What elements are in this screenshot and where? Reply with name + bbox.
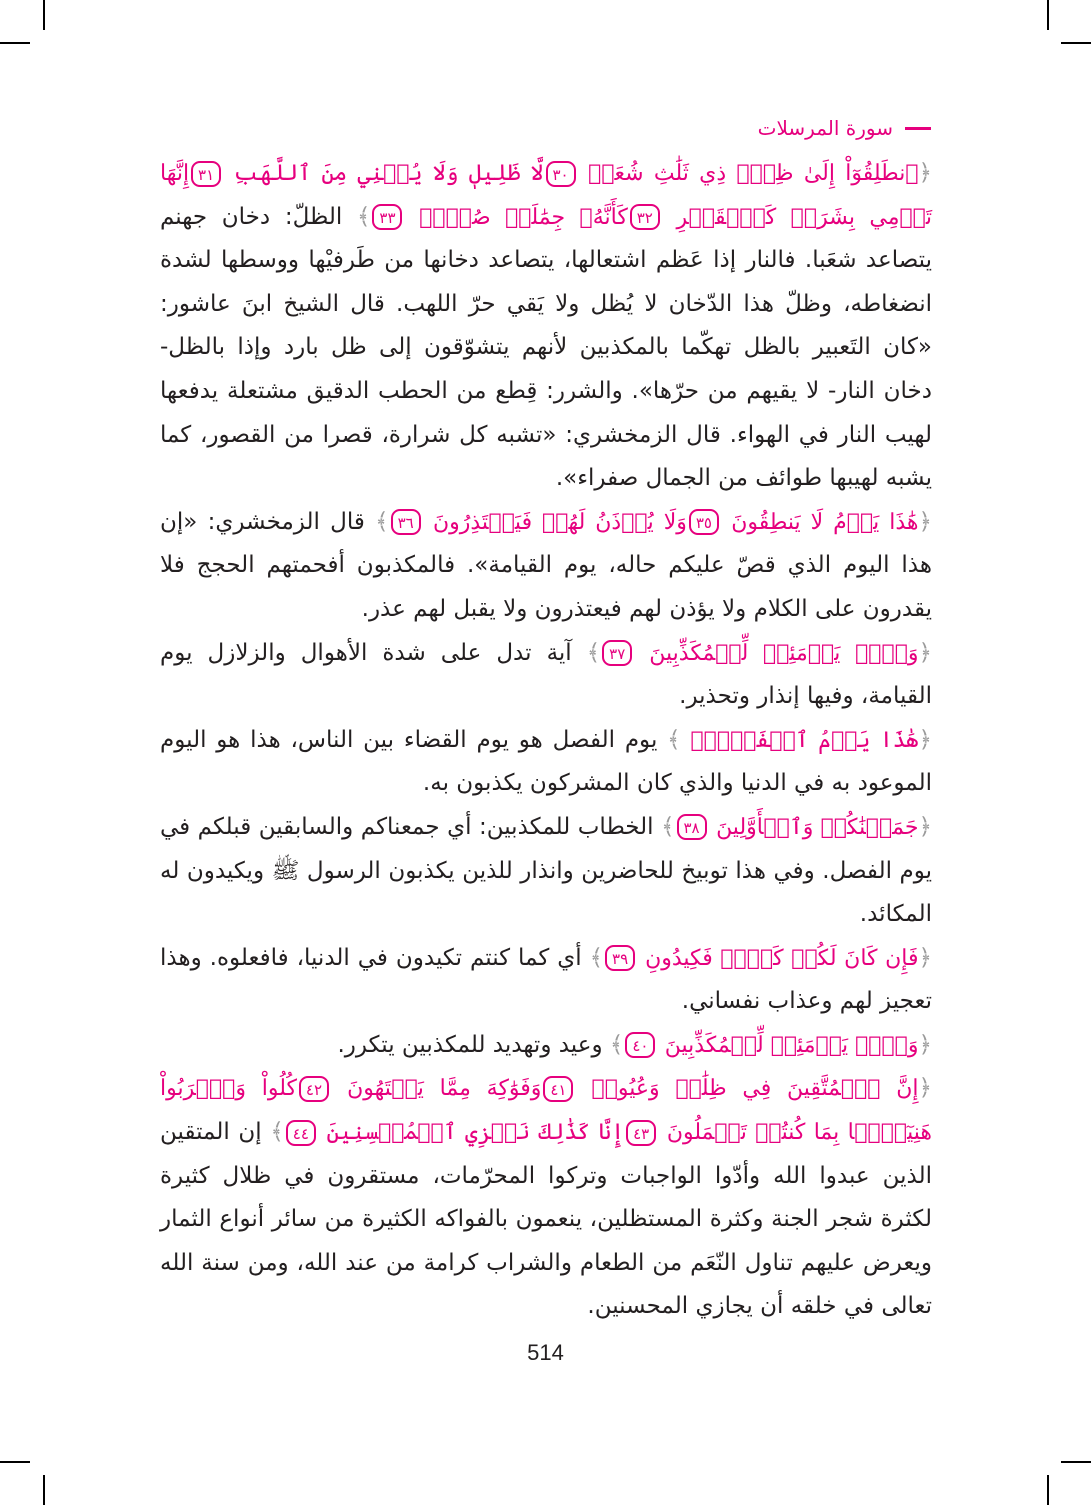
surah-title: سورة المرسلات [757,116,893,140]
quran-verse: ٱنطَلِقُوٓاْ إِلَىٰ ظِلّٖ ذِي ثَلَٰثِ شُعَبٖ [588,161,919,186]
ayah-number-marker: ٣٠ [546,161,576,187]
ornate-bracket: ﴿ [918,1075,933,1102]
ayah-number-marker: ٤٠ [625,1032,655,1058]
paragraph [160,806,932,937]
ornate-bracket: ﴾ [589,944,604,971]
quran-verse: هَٰذَا يَوۡمُ ٱلۡفَصۡلِۖ [690,727,919,753]
quran-verse: لَّا ظَلِيلٖ وَلَا يُغۡنِي مِنَ ٱللَّهَبِ [233,161,544,186]
ayah-number-marker: ٣٨ [677,814,707,840]
ornate-bracket: ﴾ [357,203,371,230]
quran-verse: وَفَوَٰكِهَ مِمَّا يَشۡتَهُونَ [347,1076,542,1102]
ayah-number-marker: ٤١ [543,1076,573,1102]
quran-verse: إِنَّهَا تَرۡمِي بِشَرَرٖ كَٱلۡقَصۡرِ [160,161,932,230]
ayah-number-marker: ٣١ [191,161,221,187]
crop-mark-bottom-right-h [1061,1461,1091,1463]
crop-mark-top-left-v [43,0,45,30]
ayah-number-marker: ٣٥ [689,509,719,535]
ayah-number-marker: ٣٧ [602,640,632,666]
header-rule [905,127,931,130]
ayah-number-marker: ٤٣ [626,1120,656,1146]
commentary-text: الظلّ: دخان جهنم يتصاعد شعَبا. فالنار إذا عَظم اشتعالها، يتصاعد دخانها من طَرفيْها ووسطها لشدة انضغاطه، وظلّ هذا الدّخان لا يُظل ولا يَقي حرّ اللهب. قال الشيخ ابنَ عاشور: «كان التَعبير بالظل تهكّما بالمكذبين لأنهم يتشوّقون إلى ظل بارد وإذا بالظل- دخان النار- لا يقيهم من حرّها». والشرر: قِطع من الحطب الدقيق مشتعلة يدفعها لهيب النار في الهواء. قال الزمخشري: «تشبه كل شرارة، قصرا من القصور، كما يشبه لهيبها طوائف من الجمال صفراء». [160,203,932,492]
page-content [160,152,932,1329]
ayah-number-marker: ٣٩ [605,945,635,971]
ornate-bracket: ﴿ [918,508,933,535]
quran-verse: إِنَّ ٱلۡمُتَّقِينَ فِي ظِلَٰلٖ وَعُيُونٖ [591,1076,919,1102]
paragraph [160,719,932,806]
ayah-number-marker: ٤٤ [286,1120,316,1146]
ornate-bracket: ﴿ [918,639,933,666]
ayah-number-marker: ٤٢ [299,1076,329,1102]
quran-verse: كَأَنَّهُۥ جِمَٰلَتٞ صُفۡرٞ [419,204,628,230]
ornate-bracket: ﴿ [918,944,933,971]
quran-verse: إِنَّا كَذَٰلِكَ نَجۡزِي ٱلۡمُحۡسِنِينَ [326,1120,625,1146]
paragraph [160,152,932,501]
paragraph [160,937,932,1024]
page-number: 514 [527,1340,564,1365]
running-header [531,110,931,146]
ornate-bracket: ﴿ [918,726,933,753]
quran-verse: كُلُواْ وَٱشۡرَبُواْ هَنِيٓـَٔۢا بِمَا كُنتُمۡ تَعۡمَلُونَ [160,1076,933,1146]
crop-mark-top-left-h [0,42,30,44]
paragraph [160,632,932,719]
ornate-bracket: ﴾ [609,1031,624,1058]
ornate-bracket: ﴿ [918,160,933,186]
ornate-bracket: ﴾ [586,639,601,666]
quran-verse: فَإِن كَانَ لَكُمۡ كَيۡدٞ فَكِيدُونِ [645,945,919,971]
commentary-text: وعيد وتهديد للمكذبين يتكرر. [337,1031,610,1058]
paragraph [160,1024,932,1068]
commentary-text: قال الزمخشري: «إن هذا اليوم الذي قصّ عليكم حاله، يوم القيامة». فالمكذبون أفحمتهم الحجج فلا يقدرون على الكلام ولا يؤذن لهم فيعتذرون ولا يقبل لهم عذر. [160,508,932,622]
crop-mark-bottom-right-v [1047,1475,1049,1505]
ornate-bracket: ﴾ [375,508,389,535]
commentary-text: يوم الفصل هو يوم القضاء بين الناس، هذا هو اليوم الموعود به في الدنيا والذي كان المشركون يكذبون به. [160,726,932,797]
ornate-bracket: ﴾ [661,813,675,840]
commentary-text: إن المتقين الذين عبدوا الله وأدّوا الواجبات وتركوا المحرّمات، مستقرون في ظلال كثيرة لكثرة شجر الجنة وكثرة المستظلين، ينعمون بالفواكه الكثيرة من سائر أنواع الثمار ويعرض عليهم تناول النّعَم من الطعام والشراب كرامة من عند الله، ومن سنة الله تعالى في خلقه أن يجازي المحسنين. [160,1119,932,1320]
commentary-text: آية تدل على شدة الأهوال والزلازل يوم القيامة، وفيها إنذار وتحذير. [160,639,932,710]
ornate-bracket: ﴿ [918,1031,932,1058]
paragraph [160,1067,932,1329]
crop-mark-bottom-left-v [43,1475,45,1505]
ayah-number-marker: ٣٦ [391,509,421,535]
quran-verse: وَيۡلٞ يَوۡمَئِذٖ لِّلۡمُكَذِّبِينَ [664,1032,919,1058]
quran-verse: وَيۡلٞ يَوۡمَئِذٖ لِّلۡمُكَذِّبِينَ [649,640,919,666]
paragraph [160,501,932,632]
commentary-text: الخطاب للمكذبين: أي جمعناكم والسابقين قبلكم في يوم الفصل. وفي هذا توبيخ للحاضرين وانذار للذين يكذبون الرسول ﷺ ويكيدون له المكائد. [160,813,932,928]
crop-mark-top-right-v [1047,0,1049,30]
crop-mark-top-right-h [1061,42,1091,44]
ayah-number-marker: ٣٣ [372,204,402,230]
quran-verse: هَٰذَا يَوۡمُ لَا يَنطِقُونَ [731,509,919,535]
ornate-bracket: ﴾ [270,1119,284,1146]
ornate-bracket: ﴾ [667,726,681,753]
ornate-bracket: ﴿ [918,813,932,840]
commentary-text: أي كما كنتم تكيدون في الدنيا، فافعلوه. وهذا تعجيز لهم وعذاب نفساني. [160,944,932,1015]
crop-mark-bottom-left-h [0,1461,30,1463]
ayah-number-marker: ٣٢ [630,204,660,230]
quran-verse: جَمَعۡنَٰكُمۡ وَٱلۡأَوَّلِينَ [716,814,919,840]
quran-verse: وَلَا يُؤۡذَنُ لَهُمۡ فَيَعۡتَذِرُونَ [432,509,687,535]
